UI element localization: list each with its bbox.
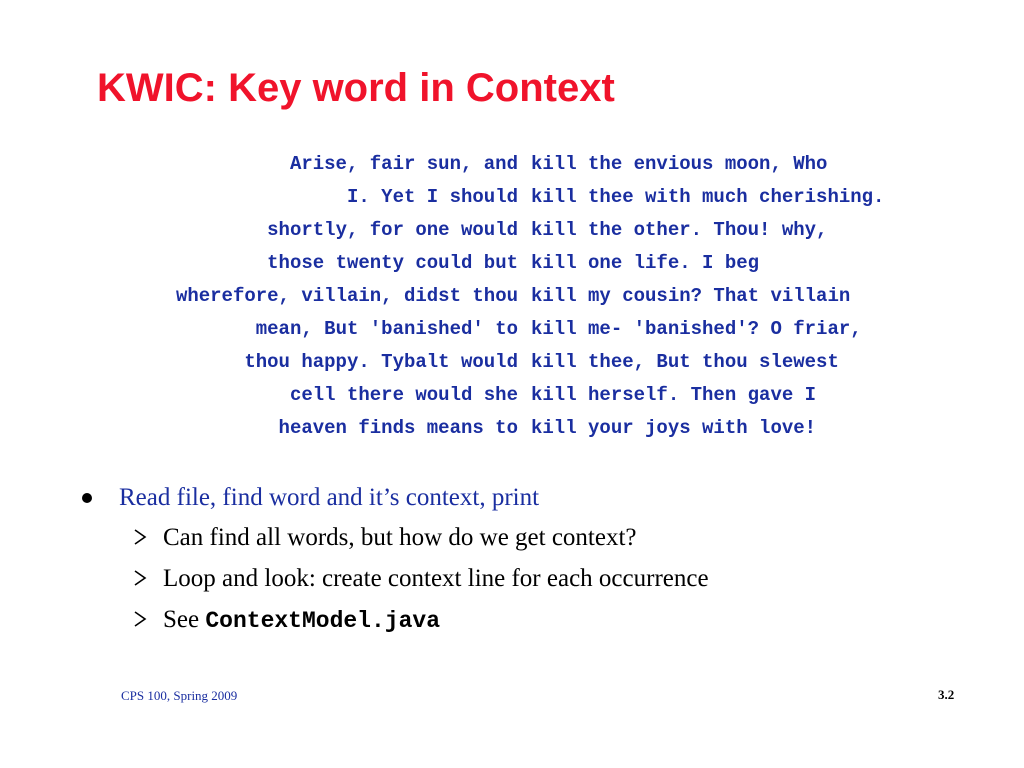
bullet-dot-icon [82,493,92,503]
kwic-left-context: heaven finds means to [278,417,518,439]
sub-bullet-item [0,561,1024,602]
kwic-row [0,148,1024,181]
kwic-row [0,247,1024,280]
footer-course-label: CPS 100, Spring 2009 [121,688,238,703]
footer-slide-number: 3.2 [938,687,955,702]
kwic-left-context: Arise, fair sun, and [289,153,518,175]
kwic-right-context: kill herself. Then gave I [531,384,817,406]
kwic-left-context: cell there would she [289,384,518,406]
sub-bullet-prefix: See [163,606,206,633]
kwic-row [0,214,1024,247]
kwic-table [0,148,1024,445]
slide-title: KWIC: Key word in Context [97,66,615,110]
kwic-left-context: mean, But 'banished' to [255,318,518,340]
kwic-left-context: thou happy. Tybalt would [244,351,518,373]
kwic-row [0,181,1024,214]
sub-bullet-text: Loop and look: create context line for each occurrence [163,565,709,592]
kwic-left-context: those twenty could but [267,252,518,274]
bullet-text: Read file, find word and it’s context, print [119,484,540,511]
code-filename: ContextModel.java [205,608,440,634]
arrowhead-bullet-icon [133,569,147,587]
kwic-left-context: wherefore, villain, didst thou [175,285,518,307]
sub-bullet-text [163,602,440,639]
sub-bullet-text: Can find all words, but how do we get context? [163,524,637,551]
kwic-row [0,280,1024,313]
kwic-right-context: kill thee, But thou slewest [531,351,839,373]
arrowhead-bullet-icon [133,528,147,546]
kwic-right-context: kill my cousin? That villain [531,285,851,307]
kwic-left-context: shortly, for one would [267,219,518,241]
kwic-left-context: I. Yet I should [346,186,518,208]
sub-bullet-item [0,520,1024,561]
kwic-right-context: kill the other. Thou! why, [531,219,828,241]
kwic-row [0,412,1024,445]
kwic-right-context: kill the envious moon, Who [531,153,828,175]
kwic-right-context: kill your joys with love! [531,417,817,439]
arrowhead-bullet-icon [133,610,147,628]
kwic-row [0,346,1024,379]
bullet-list [0,478,1024,643]
kwic-right-context: kill me- 'banished'? O friar, [531,318,862,340]
bullet-item [0,478,1024,520]
sub-bullet-item [0,602,1024,643]
kwic-row [0,379,1024,412]
kwic-right-context: kill thee with much cherishing. [531,186,885,208]
kwic-row [0,313,1024,346]
kwic-right-context: kill one life. I beg [531,252,760,274]
